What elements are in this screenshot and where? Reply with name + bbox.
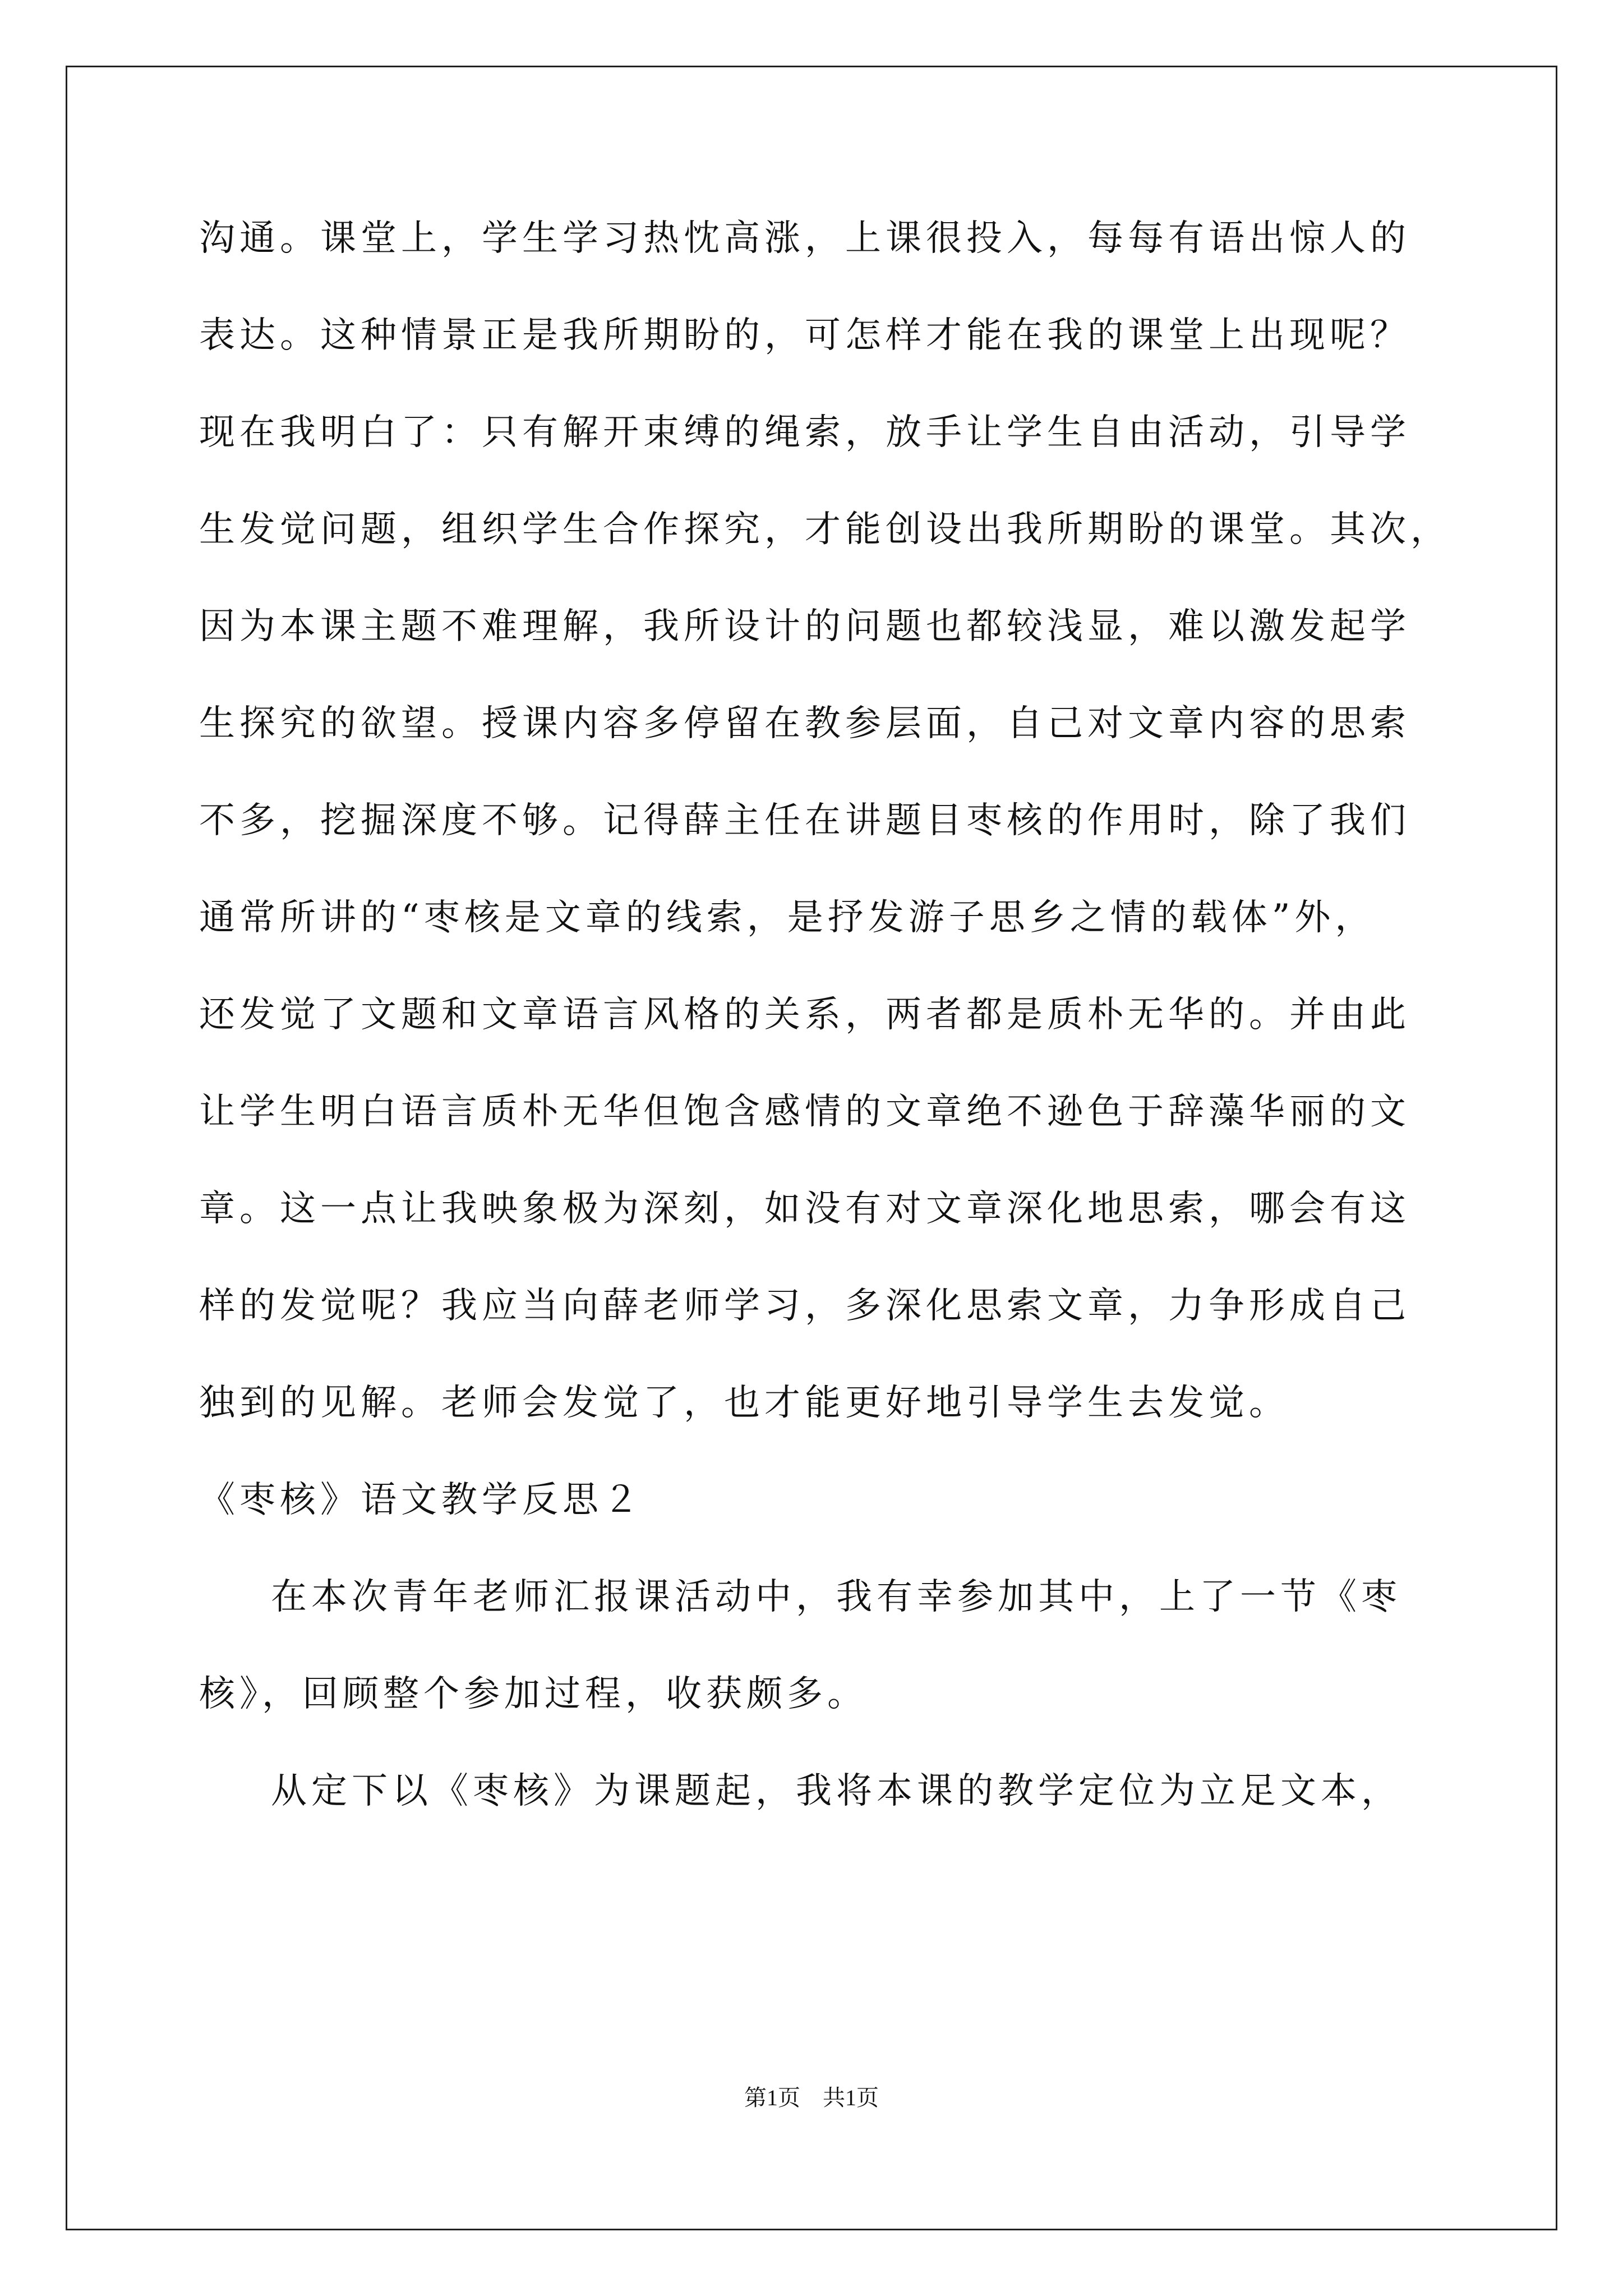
body-line: 还发觉了文题和文章语言风格的关系，两者都是质朴无华的。并由此 [199, 994, 1410, 1036]
body-line: 在本次青年老师汇报课活动中，我有幸参加其中，上了一节《枣 [271, 1576, 1401, 1618]
body-line: 从定下以《枣核》为课题起，我将本课的教学定位为立足文本， [271, 1770, 1401, 1812]
body-line: 核》，回顾整个参加过程，收获颇多。 [199, 1673, 868, 1715]
body-line: 生探究的欲望。授课内容多停留在教参层面，自己对文章内容的思索 [199, 703, 1410, 744]
section-heading: 《枣核》语文教学反思２ [199, 1479, 643, 1521]
body-line: 因为本课主题不难理解，我所设计的问题也都较浅显，难以激发起学 [199, 606, 1410, 647]
body-line: 章。这一点让我映象极为深刻，如没有对文章深化地思索，哪会有这 [199, 1188, 1410, 1230]
body-line: 独到的见解。老师会发觉了，也才能更好地引导学生去发觉。 [199, 1382, 1289, 1424]
body-line: 现在我明白了：只有解开束缚的绳索，放手让学生自由活动，引导学 [199, 412, 1410, 453]
body-line: 生发觉问题，组织学生合作探究，才能创设出我所期盼的课堂。其次， [199, 509, 1451, 550]
body-line: 通常所讲的“枣核是文章的线索，是抒发游子思乡之情的载体”外， [199, 897, 1376, 938]
page-border [66, 66, 1557, 2230]
body-line: 不多，挖掘深度不够。记得薛主任在讲题目枣核的作用时，除了我们 [199, 800, 1410, 841]
body-line: 让学生明白语言质朴无华但饱含感情的文章绝不逊色于辞藻华丽的文 [199, 1091, 1410, 1133]
body-line: 样的发觉呢？我应当向薛老师学习，多深化思索文章，力争形成自己 [199, 1285, 1410, 1327]
page-footer: 第1页 共1页 [744, 2085, 879, 2110]
body-line: 表达。这种情景正是我所期盼的，可怎样才能在我的课堂上出现呢？ [199, 315, 1410, 356]
body-line: 沟通。课堂上，学生学习热忱高涨，上课很投入，每每有语出惊人的 [199, 218, 1410, 259]
